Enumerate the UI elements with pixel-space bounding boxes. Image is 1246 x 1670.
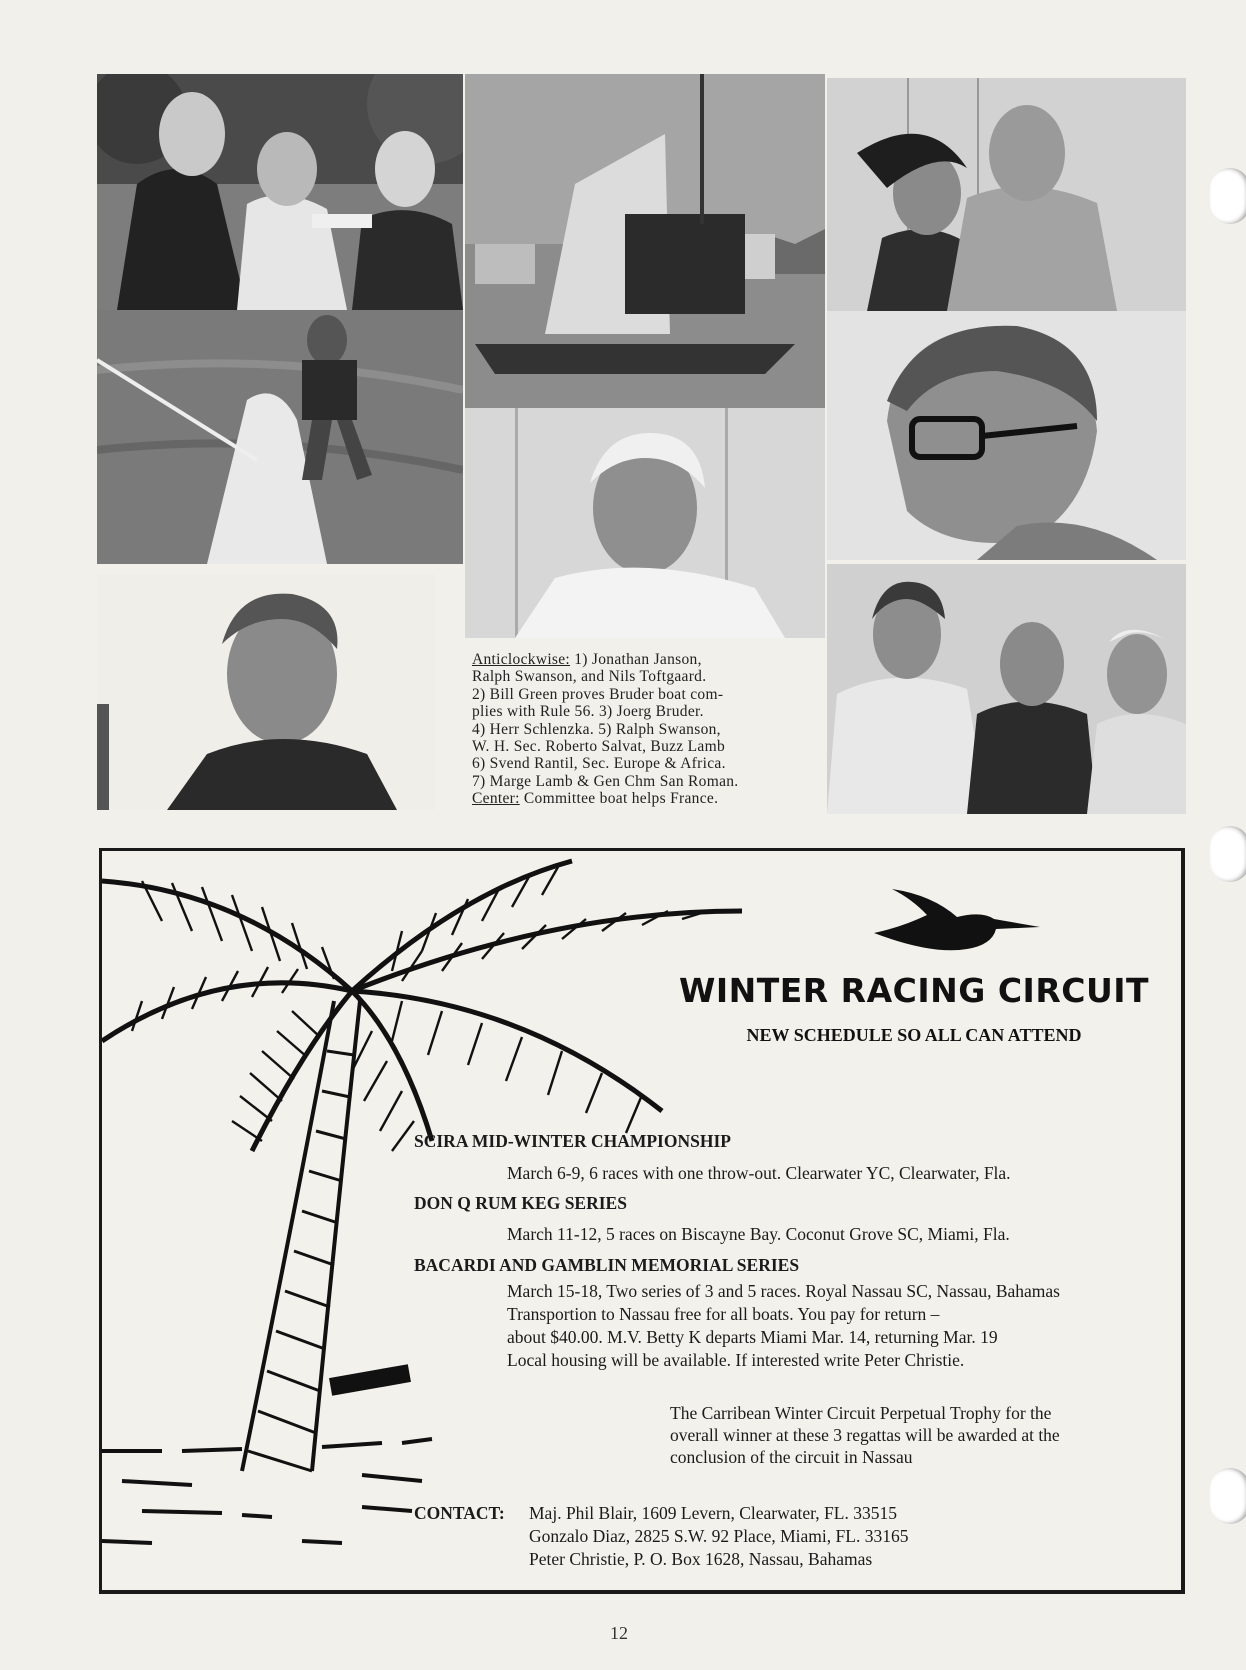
photo-5: [827, 311, 1186, 560]
photo-7: [97, 574, 435, 810]
caption-line: plies with Rule 56. 3) Joerg Bruder.: [472, 703, 704, 721]
page-number: 12: [610, 1623, 628, 1643]
caption-line: Center: Committee boat helps France.: [472, 790, 719, 808]
trophy-line: overall winner at these 3 regattas will be awarded at the: [670, 1425, 1060, 1445]
palm-tree-illustration: [102, 851, 802, 1591]
photo-3: [827, 78, 1186, 311]
photo-caption: [472, 651, 818, 808]
contact-line: Gonzalo Diaz, 2825 S.W. 92 Place, Miami, FL. 33165: [529, 1526, 909, 1546]
ad-title: WINTER RACING CIRCUIT: [678, 971, 1150, 1010]
photo-6: [465, 408, 825, 638]
binder-hole-top: [1210, 168, 1246, 224]
caption-line: W. H. Sec. Roberto Salvat, Buzz Lamb: [472, 738, 726, 756]
photo-2: [465, 74, 825, 408]
trophy-note: [670, 1402, 1060, 1468]
caption-line: 4) Herr Schlenzka. 5) Ralph Swanson,: [472, 720, 721, 738]
contact-line: Peter Christie, P. O. Box 1628, Nassau, Bahamas: [529, 1549, 873, 1569]
photo-1: [97, 74, 463, 310]
photo-4: [97, 310, 463, 564]
event-title: SCIRA MID-WINTER CHAMPIONSHIP: [414, 1131, 731, 1151]
contact-label: CONTACT:: [414, 1503, 505, 1523]
event-detail: about $40.00. M.V. Betty K departs Miami Mar. 14, returning Mar. 19: [507, 1327, 998, 1347]
winter-racing-circuit-ad: [99, 848, 1185, 1594]
event-title: DON Q RUM KEG SERIES: [414, 1193, 627, 1213]
contact-line: Maj. Phil Blair, 1609 Levern, Clearwater, FL. 33515: [529, 1503, 897, 1523]
ad-subtitle: NEW SCHEDULE SO ALL CAN ATTEND: [746, 1025, 1082, 1045]
binder-hole-middle: [1210, 826, 1246, 882]
caption-line: Ralph Swanson, and Nils Toftgaard.: [472, 668, 707, 686]
trophy-line: The Carribean Winter Circuit Perpetual Trophy for the: [670, 1403, 1052, 1423]
caption-line: 2) Bill Green proves Bruder boat com-: [472, 685, 724, 703]
event-detail: March 11-12, 5 races on Biscayne Bay. Coconut Grove SC, Miami, Fla.: [507, 1224, 1010, 1244]
event-title: BACARDI AND GAMBLIN MEMORIAL SERIES: [414, 1255, 800, 1275]
caption-line: Anticlockwise: 1) Jonathan Janson,: [472, 651, 702, 668]
photo-8: [827, 564, 1186, 814]
event-detail: March 6-9, 6 races with one throw-out. Clearwater YC, Clearwater, Fla.: [507, 1163, 1011, 1183]
event-detail: March 15-18, Two series of 3 and 5 races. Royal Nassau SC, Nassau, Bahamas: [507, 1281, 1060, 1301]
trophy-line: conclusion of the circuit in Nassau: [670, 1447, 913, 1467]
event-detail: Local housing will be available. If interested write Peter Christie.: [507, 1350, 965, 1370]
pelican-bird-icon: [872, 887, 1042, 959]
event-detail: Transportion to Nassau free for all boats. You pay for return –: [507, 1304, 940, 1324]
caption-line: 6) Svend Rantil, Sec. Europe & Africa.: [472, 755, 726, 773]
caption-line: 7) Marge Lamb & Gen Chm San Roman.: [472, 772, 739, 790]
binder-hole-bottom: [1210, 1468, 1246, 1524]
